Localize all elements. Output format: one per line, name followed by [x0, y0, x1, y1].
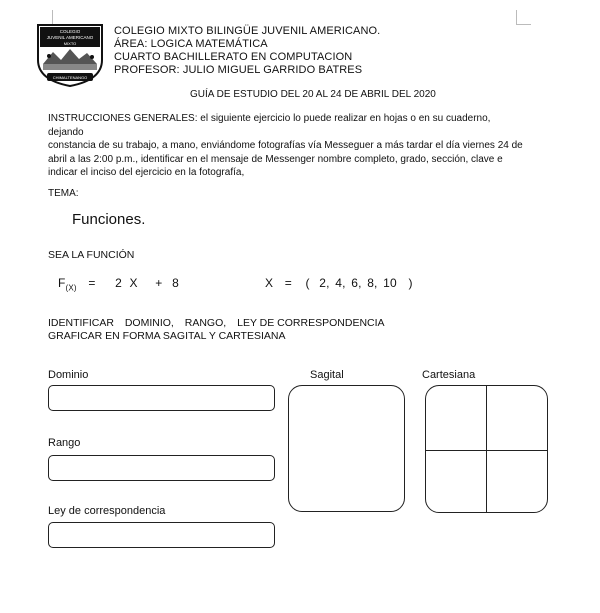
- task-rango: RANGO,: [184, 317, 227, 329]
- rango-answer-box[interactable]: [48, 455, 275, 481]
- logo-text-line1: COLEGIO: [59, 29, 81, 34]
- rango-label: Rango: [48, 437, 81, 449]
- sagital-label: Sagital: [310, 369, 344, 381]
- guide-title: GUÍA DE ESTUDIO DEL 20 AL 24 DE ABRIL DEL 2020: [190, 89, 436, 100]
- function-expression: [58, 276, 179, 292]
- school-crest-icon: [35, 22, 105, 88]
- teacher-line: PROFESOR: JULIO MIGUEL GARRIDO BATRES: [114, 64, 363, 76]
- function-coefficient: 2: [115, 276, 122, 290]
- domain-set-expression: [265, 276, 413, 290]
- domain-value: 10: [383, 276, 397, 290]
- instructions-line: abril a las 2:00 p.m., identificar en el mensaje de Messenger nombre completo, grado, sección, clave e: [48, 153, 503, 165]
- instructions-line: INSTRUCCIONES GENERALES: el siguiente ejercicio lo puede realizar en hojas o en su cuaderno, dejando: [48, 113, 491, 138]
- cartesian-x-axis: [426, 450, 547, 451]
- function-name: F: [58, 276, 66, 290]
- sagital-diagram-box[interactable]: [288, 385, 405, 512]
- cartesian-y-axis: [486, 386, 487, 512]
- domain-value: 6,: [351, 276, 362, 290]
- dominio-answer-box[interactable]: [48, 385, 275, 411]
- domain-equals: =: [284, 276, 292, 290]
- task-line-2: GRAFICAR EN FORMA SAGITAL Y CARTESIANA: [48, 330, 286, 342]
- function-variable: X: [129, 276, 138, 290]
- task-ley: LEY DE CORRESPONDENCIA: [237, 317, 385, 329]
- domain-close-paren: ): [408, 276, 413, 290]
- subject-area: ÁREA: LOGICA MATEMÁTICA: [114, 38, 268, 50]
- instructions-block: [48, 112, 526, 180]
- dominio-label: Dominio: [48, 369, 89, 381]
- logo-banner-text: CHIMALTENANGO: [52, 75, 88, 80]
- grade-line: CUARTO BACHILLERATO EN COMPUTACION: [114, 51, 353, 63]
- cartesian-plane-box[interactable]: [425, 385, 548, 513]
- school-name: COLEGIO MIXTO BILINGÜE JUVENIL AMERICANO.: [114, 25, 381, 37]
- domain-open-paren: (: [305, 276, 310, 290]
- school-logo: [35, 22, 105, 88]
- sea-funcion-label: SEA LA FUNCIÓN: [48, 249, 135, 261]
- domain-variable: X: [265, 276, 274, 290]
- ley-correspondencia-label: Ley de correspondencia: [48, 505, 166, 517]
- ley-correspondencia-answer-box[interactable]: [48, 522, 275, 548]
- function-plus: +: [155, 276, 163, 290]
- logo-text-line2: JUVENIL AMERICANO: [46, 35, 94, 40]
- logo-text-line3: MIXTO: [63, 41, 77, 46]
- domain-value: 4,: [335, 276, 346, 290]
- function-subscript: (X): [65, 283, 77, 293]
- domain-value: 8,: [367, 276, 378, 290]
- instructions-line: indicar el inciso del ejercicio en la fotografía,: [48, 167, 245, 178]
- task-line-1: [48, 317, 385, 329]
- instructions-line: constancia de su trabajo, a mano, enviándome fotografías vía Messeguer a más tardar el día viernes 24 de: [48, 140, 523, 151]
- function-equals: =: [88, 276, 96, 290]
- task-identificar: IDENTIFICAR: [48, 317, 114, 329]
- page-corner-mark-top-right: [516, 10, 531, 25]
- cartesiana-label: Cartesiana: [422, 369, 476, 381]
- task-dominio: DOMINIO,: [124, 317, 174, 329]
- domain-value: 2,: [319, 276, 330, 290]
- tema-label: TEMA:: [48, 188, 79, 199]
- topic-title: Funciones.: [72, 211, 146, 228]
- function-constant: 8: [172, 276, 179, 290]
